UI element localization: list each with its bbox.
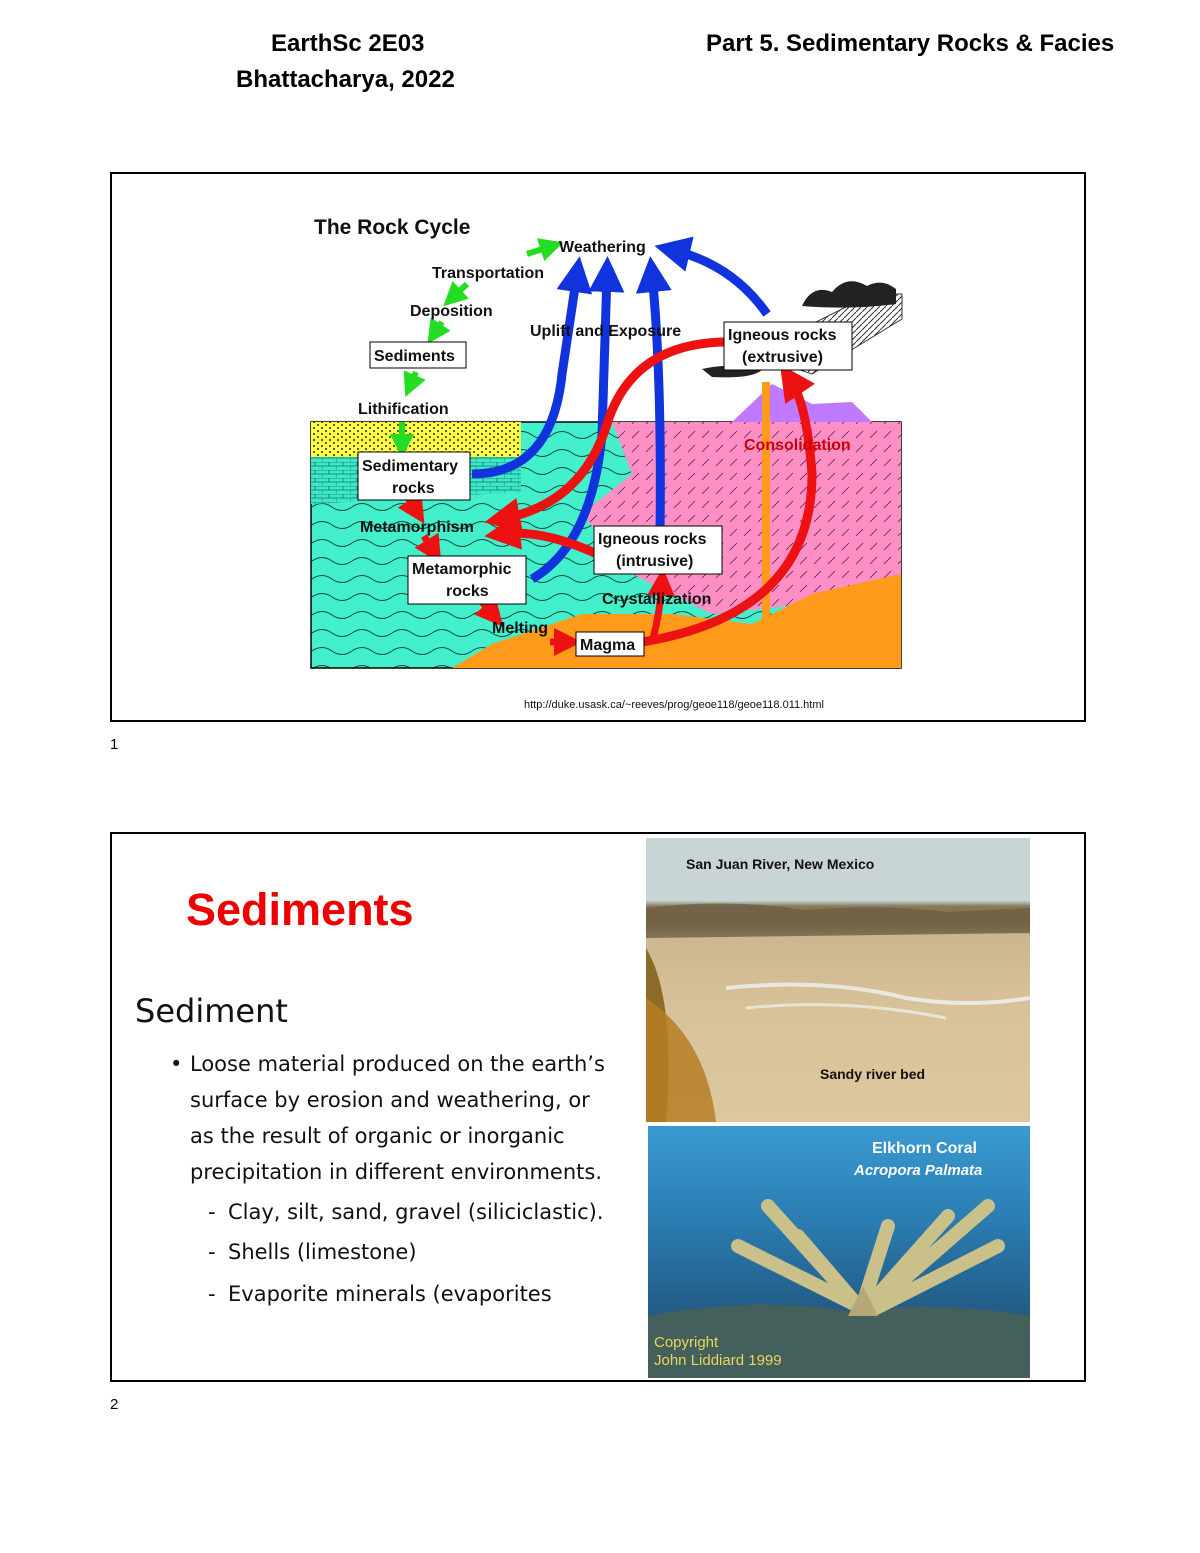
- coral-copyright-1: Copyright: [654, 1334, 719, 1351]
- igneous-extrusive-label-1: Igneous rocks: [728, 327, 837, 344]
- author-year: Bhattacharya, 2022: [236, 66, 455, 93]
- diagram-title: The Rock Cycle: [314, 216, 471, 239]
- coral-species: Acropora Palmata: [854, 1162, 983, 1179]
- bullet-marker: •: [170, 1052, 183, 1076]
- igneous-intrusive-label-1: Igneous rocks: [598, 531, 707, 548]
- magma-label: Magma: [580, 637, 636, 654]
- transportation-label: Transportation: [432, 265, 545, 282]
- deposition-green-arrow: [434, 322, 442, 334]
- sub-bullet-dash-2: -: [208, 1240, 216, 1264]
- coral-name: Elkhorn Coral: [872, 1140, 977, 1157]
- deposition-label: Deposition: [410, 303, 493, 320]
- river-caption-top: San Juan River, New Mexico: [686, 856, 875, 872]
- bullet-line-2: surface by erosion and weathering, or: [190, 1088, 590, 1112]
- bullet-line-3: as the result of organic or inorganic: [190, 1124, 565, 1148]
- bullet-line-1: Loose material produced on the earth’s: [190, 1052, 605, 1076]
- rock-cycle-diagram: [112, 174, 1084, 720]
- uplift-arrow-4: [672, 250, 767, 314]
- lithification-label: Lithification: [358, 401, 449, 418]
- slide-2: [110, 832, 1086, 1382]
- sedimentary-label-2: rocks: [392, 480, 435, 497]
- sub-bullet-3: Evaporite minerals (evaporites: [228, 1282, 552, 1306]
- part-title: Part 5. Sedimentary Rocks & Facies: [706, 30, 1115, 57]
- consolidation-label: Consolidation: [744, 437, 851, 454]
- sedimentary-label-1: Sedimentary: [362, 458, 459, 475]
- course-code: EarthSc 2E03: [271, 30, 425, 57]
- ash-cloud: [802, 281, 896, 307]
- igneous-intrusive-label-2: (intrusive): [616, 553, 694, 570]
- river-photo: [646, 838, 1030, 1122]
- sub-bullet-dash-1: -: [208, 1200, 216, 1224]
- bullet-line-4: precipitation in different environments.: [190, 1160, 603, 1184]
- river-caption-bottom: Sandy river bed: [820, 1066, 926, 1082]
- crystallization-label: Crystallization: [602, 591, 712, 608]
- slide-1: [110, 172, 1086, 722]
- sub-bullet-1: Clay, silt, sand, gravel (siliciclastic).: [228, 1200, 604, 1224]
- sub-bullet-2: Shells (limestone): [228, 1240, 417, 1264]
- slide-title: Sediments: [186, 884, 414, 935]
- source-url: http://duke.usask.ca/~reeves/prog/geoe118/geoe118.011.html: [524, 699, 824, 711]
- weathering-label: Weathering: [559, 239, 646, 256]
- metamorphic-label-1: Metamorphic: [412, 561, 512, 578]
- coral-photo: [648, 1126, 1030, 1378]
- slide-subtitle: Sediment: [135, 992, 288, 1030]
- uplift-label: Uplift and Exposure: [530, 323, 682, 340]
- sub-bullet-dash-3: -: [208, 1282, 216, 1306]
- metamorphic-label-2: rocks: [446, 583, 489, 600]
- coral-copyright-2: John Liddiard 1999: [654, 1352, 782, 1369]
- page-number-2: 2: [110, 1396, 119, 1413]
- igneous-extrusive-label-2: (extrusive): [742, 349, 823, 366]
- melting-label: Melting: [492, 620, 548, 637]
- transportation-green-arrow: [452, 284, 467, 298]
- sediments-label: Sediments: [374, 348, 455, 365]
- sediments-green-arrow: [410, 372, 416, 386]
- page-number-1: 1: [110, 736, 119, 753]
- weathering-green-arrow: [527, 246, 552, 254]
- metamorphism-label: Metamorphism: [360, 519, 474, 536]
